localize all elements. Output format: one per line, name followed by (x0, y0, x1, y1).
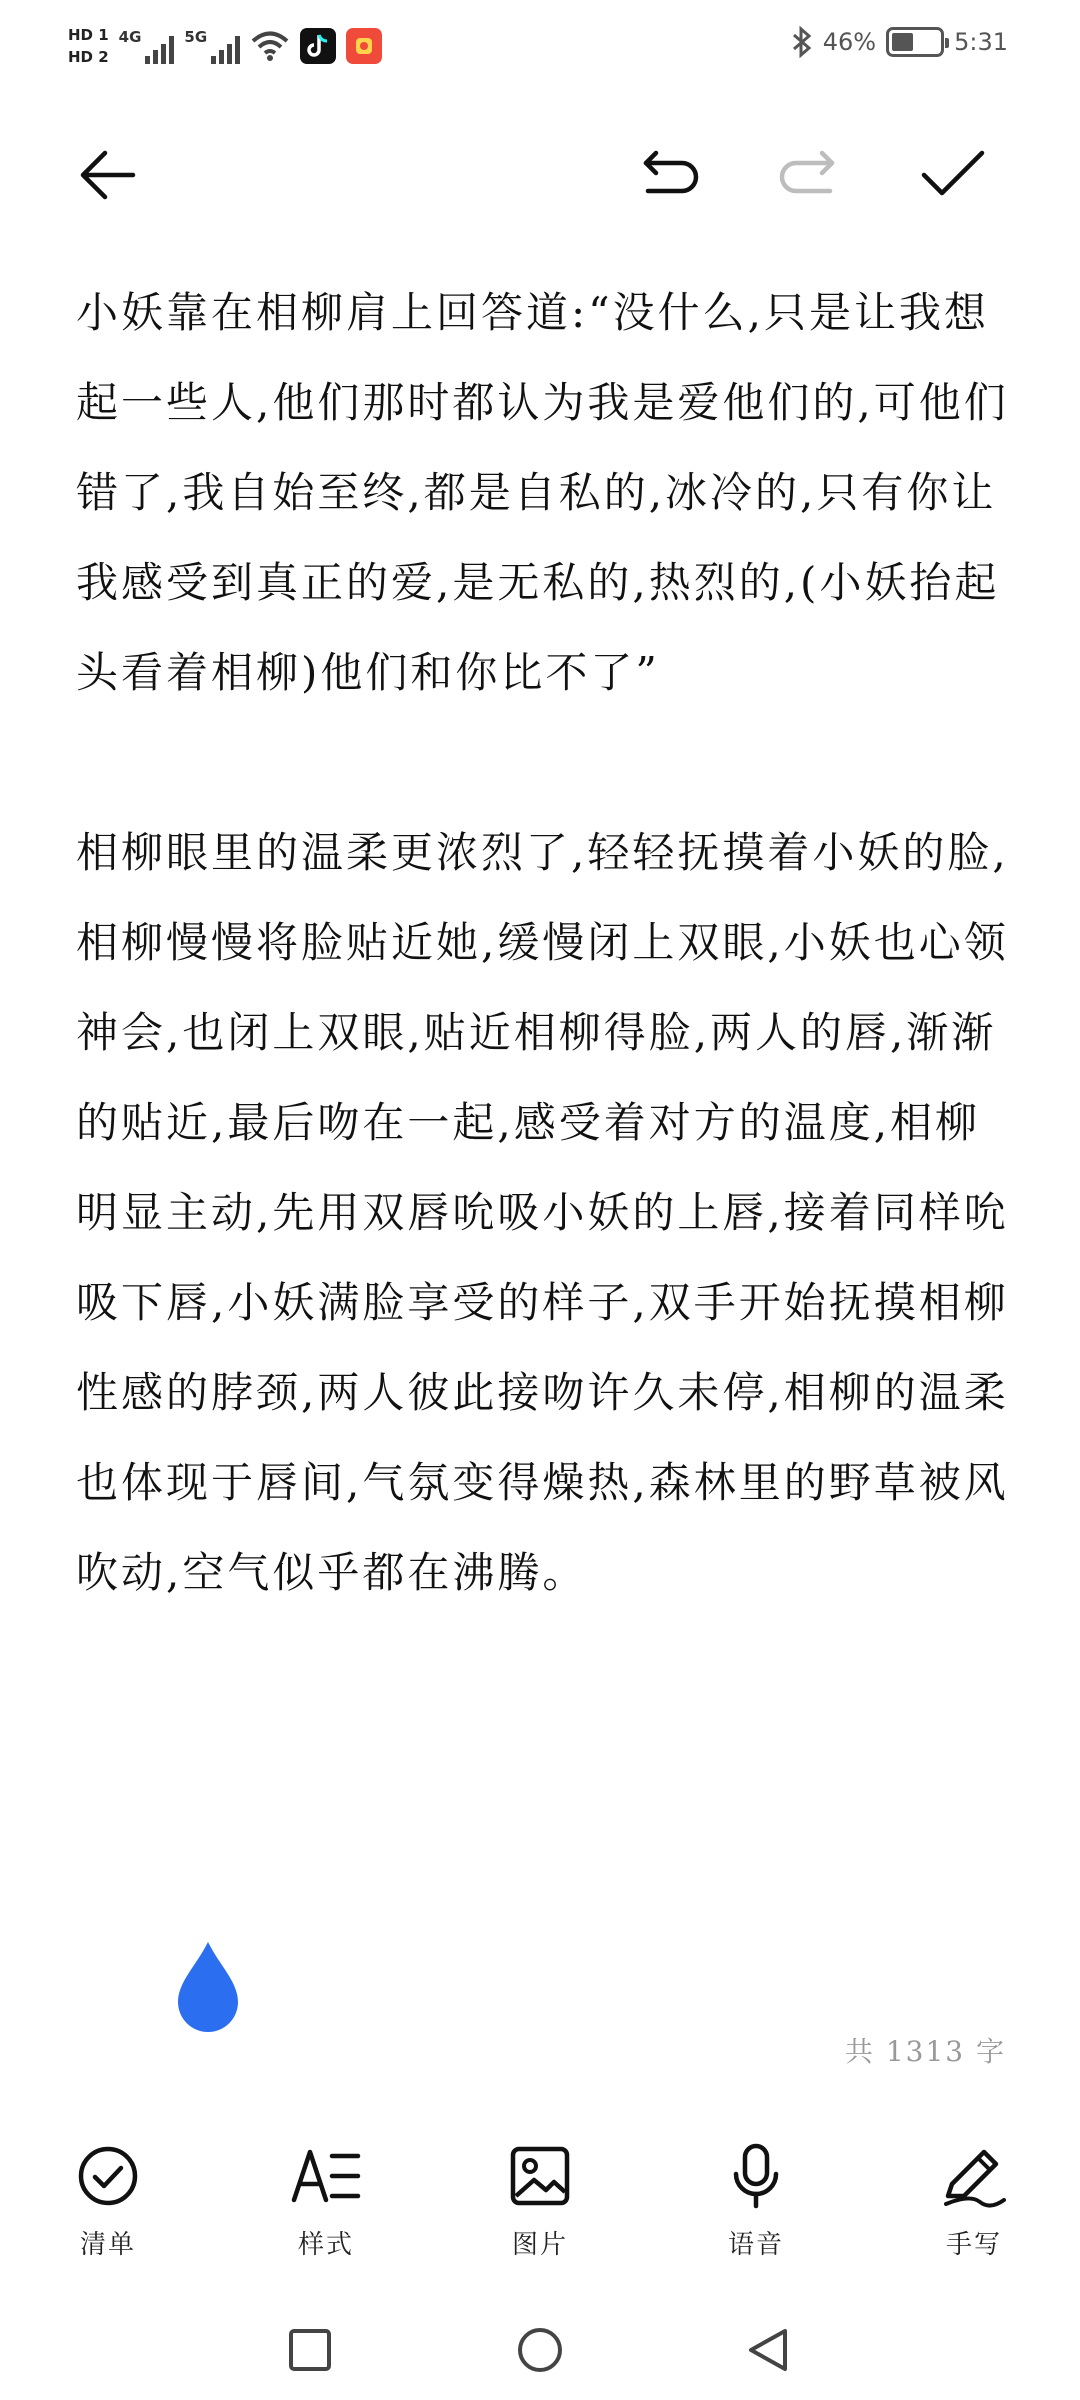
battery-fill (892, 33, 913, 51)
net2-label: 5G (184, 28, 208, 46)
text-style-button[interactable] (256, 2140, 396, 2261)
image-button[interactable] (470, 2140, 610, 2261)
handwriting-label: 手写 (945, 2230, 1002, 2260)
wifi-icon (250, 29, 290, 63)
undo-button[interactable] (632, 140, 702, 210)
system-nav-bar (0, 2300, 1080, 2400)
recent-apps-button[interactable] (280, 2320, 340, 2380)
clock: 5:31 (954, 28, 1008, 56)
note-paragraph[interactable]: 小妖靠在相柳肩上回答道:“没什么,只是让我想起一些人,他们那时都认为我是爱他们的,可他们错了,我自始至终,都是自私的,冰冷的,只有你让我感受到真正的爱,是无私的,热烈的,(小妖抬起头看着相柳)他们和你比不了” (76, 288, 1009, 697)
home-button[interactable] (510, 2320, 570, 2380)
net1-label: 4G (118, 28, 142, 46)
checklist-label: 清单 (79, 2230, 136, 2260)
word-count: 共 1313 字 (844, 2035, 1006, 2068)
check-icon (918, 145, 988, 205)
editor-toolbar (0, 120, 1080, 220)
hd-indicators (68, 26, 109, 66)
recent-apps-icon (287, 2327, 333, 2373)
undo-icon (632, 145, 702, 205)
status-bar (0, 0, 1080, 96)
battery-percent: 46% (822, 28, 877, 56)
back-button[interactable] (72, 140, 142, 210)
app-icon (346, 28, 382, 64)
signal-5g (184, 28, 240, 64)
redo-icon (776, 145, 846, 205)
voice-button[interactable] (686, 2140, 826, 2261)
voice-label: 语音 (727, 2230, 784, 2260)
checklist-button[interactable] (38, 2140, 178, 2261)
hd1-label: HD 1 (68, 26, 109, 44)
bluetooth-icon (791, 26, 813, 58)
status-right (791, 26, 1008, 58)
image-label: 图片 (511, 2230, 568, 2260)
handwriting-button[interactable] (904, 2140, 1044, 2261)
home-icon (515, 2325, 565, 2375)
status-left (68, 16, 382, 76)
note-paragraph[interactable]: 相柳眼里的温柔更浓烈了,轻轻抚摸着小妖的脸,相柳慢慢将脸贴近她,缓慢闭上双眼,小妖也心领神会,也闭上双眼,贴近相柳得脸,两人的唇,渐渐的贴近,最后吻在一起,感受着对方的温度,相柳明显主动,先用双唇吮吸小妖的上唇,接着同样吮吸下唇,小妖满脸享受的样子,双手开始抚摸相柳性感的脖颈,两人彼此接吻许久未停,相柳的温柔也体现于唇间,气氛变得燥热,森林里的野草被风吹动,空气似乎都在沸腾。 (76, 828, 1009, 1597)
handwriting-pen-icon (940, 2144, 1008, 2208)
save-button[interactable] (918, 140, 988, 210)
back-nav-button[interactable] (738, 2320, 798, 2380)
checklist-icon (76, 2144, 140, 2208)
text-style-icon (290, 2144, 362, 2208)
image-icon (508, 2144, 572, 2208)
battery-icon (886, 27, 944, 57)
signal-bars-icon (145, 34, 174, 64)
back-icon (743, 2325, 793, 2375)
text-style-label: 样式 (297, 2230, 354, 2260)
bottom-toolbar (0, 2130, 1080, 2290)
tiktok-icon (300, 28, 336, 64)
signal-bars-icon (211, 34, 240, 64)
hd2-label: HD 2 (68, 48, 109, 66)
cursor-handle[interactable] (176, 1938, 240, 2034)
note-text-area[interactable] (76, 268, 1016, 1708)
signal-4g (119, 28, 175, 64)
redo-button[interactable] (776, 140, 846, 210)
microphone-icon (724, 2142, 788, 2210)
back-arrow-icon (75, 143, 139, 207)
